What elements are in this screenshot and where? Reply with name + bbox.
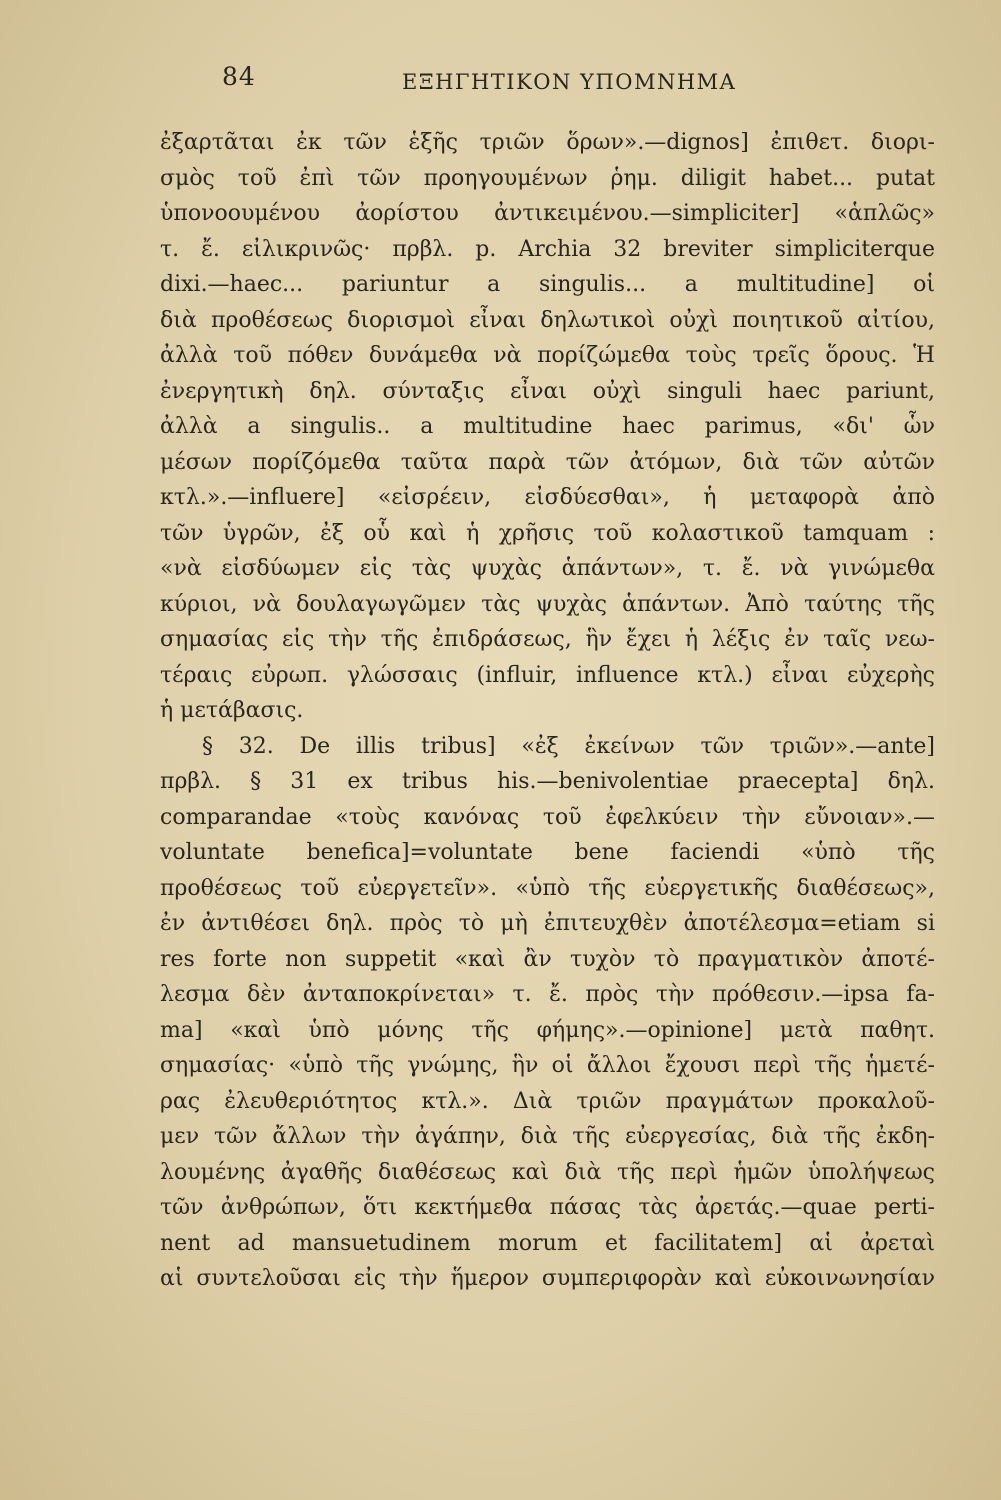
text-line: res forte non suppetit «καὶ ἂν τυχὸν τὸ πραγματικὸν ἀποτέ- xyxy=(160,946,935,972)
text-line: τ. ἔ. εἰλικρινῶς· πρβλ. p. Archia 32 breviter simpliciterque xyxy=(160,236,935,262)
page-header xyxy=(0,62,1001,102)
page-number: 84 xyxy=(222,62,256,91)
text-line: «νὰ εἰσδύωμεν εἰς τὰς ψυχὰς ἁπάντων», τ. ἔ. νὰ γινώμεθα xyxy=(160,556,935,581)
text-line: voluntate benefica]=voluntate bene faciendi «ὑπὸ τῆς xyxy=(160,840,935,865)
text-line: nent ad mansuetudinem morum et facilitatem] αἱ ἀρεταὶ xyxy=(160,1230,935,1256)
text-line: ἐνεργητικὴ δηλ. σύνταξις εἶναι οὐχὶ singuli haec pariunt, xyxy=(160,378,935,404)
text-line: ἐν ἀντιθέσει δηλ. πρὸς τὸ μὴ ἐπιτευχθὲν ἀποτέλεσμα=etiam si xyxy=(160,911,935,936)
text-line: λεσμα δὲν ἀνταποκρίνεται» τ. ἔ. πρὸς τὴν πρόθεσιν.—ipsa fa- xyxy=(160,982,935,1007)
text-line: σμὸς τοῦ ἐπὶ τῶν προηγουμένων ῥημ. diligit habet... putat xyxy=(160,165,935,191)
text-line: ἀλλὰ τοῦ πόθεν δυνάμεθα νὰ πορίζώμεθα τοὺς τρεῖς ὅρους. Ἡ xyxy=(160,343,935,368)
text-line: κτλ.».—influere] «εἰσρέειν, εἰσδύεσθαι», ἡ μεταφορὰ ἀπὸ xyxy=(160,485,935,510)
text-line: ἐξαρτᾶται ἐκ τῶν ἑξῆς τριῶν ὅρων».—dignos] ἐπιθετ. διορι- xyxy=(160,130,935,155)
text-line: τῶν ἀνθρώπων, ὅτι κεκτήμεθα πάσας τὰς ἀρετάς.—quae perti- xyxy=(160,1195,935,1220)
text-line: dixi.—haec... pariuntur a singulis... a multitudine] οἱ xyxy=(160,272,935,297)
commentary-body xyxy=(160,125,935,1297)
text-line: τέραις εὐρωπ. γλώσσαις (influir, influence κτλ.) εἶναι εὐχερὴς xyxy=(160,662,935,688)
text-line: κύριοι, νὰ δουλαγωγῶμεν τὰς ψυχὰς ἁπάντων. Ἀπὸ ταύτης τῆς xyxy=(160,591,935,617)
text-line: αἱ συντελοῦσαι εἰς τὴν ἥμερον συμπεριφορὰν καὶ εὐκοινωνησίαν xyxy=(160,1266,935,1291)
text-line: πρβλ. § 31 ex tribus his.—benivolentiae praecepta] δηλ. xyxy=(160,769,935,794)
text-line: σημασίας εἰς τὴν τῆς ἐπιδράσεως, ἣν ἔχει ἡ λέξις ἐν ταῖς νεω- xyxy=(160,627,935,652)
running-title: ΕΞΗΓΗΤΙΚΟΝ ΥΠΟΜΝΗΜΑ xyxy=(402,70,737,94)
text-line: ρας ἐλευθεριότητος κτλ.». Διὰ τριῶν πραγμάτων προκαλοῦ- xyxy=(160,1088,935,1114)
text-line: προθέσεως τοῦ εὐεργετεῖν». «ὑπὸ τῆς εὐεργετικῆς διαθέσεως», xyxy=(160,875,935,901)
text-line: ἀλλὰ a singulis.. a multitudine haec parimus, «δι' ὧν xyxy=(160,414,935,439)
text-line: ἡ μετάβασις. xyxy=(160,698,304,723)
text-line: ma] «καὶ ὑπὸ μόνης τῆς φήμης».—opinione] μετὰ παθητ. xyxy=(160,1017,935,1043)
section-start-line: § 32. De illis tribus] «ἐξ ἐκείνων τῶν τριῶν».—ante] xyxy=(202,733,935,759)
text-line: τῶν ὑγρῶν, ἐξ οὗ καὶ ἡ χρῆσις τοῦ κολαστικοῦ tamquam : xyxy=(160,520,935,546)
text-line: λουμένης ἀγαθῆς διαθέσεως καὶ διὰ τῆς περὶ ἡμῶν ὑπολήψεως xyxy=(160,1159,935,1185)
text-line: μεν τῶν ἄλλων τὴν ἀγάπην, διὰ τῆς εὐεργεσίας, διὰ τῆς ἐκδη- xyxy=(160,1124,935,1149)
text-line: comparandae «τοὺς κανόνας τοῦ ἐφελκύειν τὴν εὔνοιαν».— xyxy=(160,804,935,830)
text-line: σημασίας· «ὑπὸ τῆς γνώμης, ἣν οἱ ἄλλοι ἔχουσι περὶ τῆς ἡμετέ- xyxy=(160,1053,935,1078)
text-line: διὰ προθέσεως διορισμοὶ εἶναι δηλωτικοὶ οὐχὶ ποιητικοῦ αἰτίου, xyxy=(160,307,935,333)
text-line: μέσων πορίζόμεθα ταῦτα παρὰ τῶν ἀτόμων, διὰ τῶν αὐτῶν xyxy=(160,449,935,475)
text-line: ὑπονοουμένου ἀορίστου ἀντικειμένου.—simpliciter] «ἁπλῶς» xyxy=(160,201,935,226)
